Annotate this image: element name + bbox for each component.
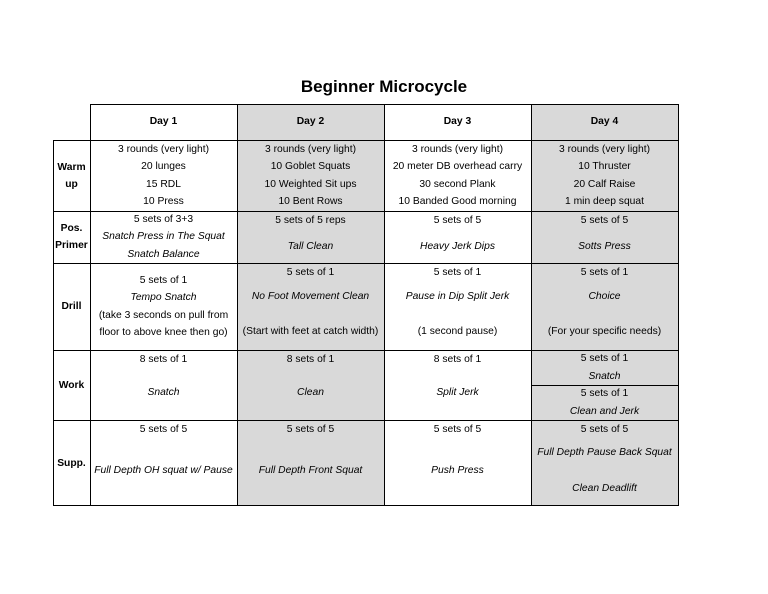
cell-line: 5 sets of 3+3 [133, 214, 194, 226]
cell-line: 3 rounds (very light) [412, 143, 503, 155]
cell-line: Snatch [147, 387, 180, 399]
cell-line: 15 RDL [146, 178, 181, 190]
cell-line: 10 Press [143, 195, 184, 207]
cell-line: 5 sets of 1 [286, 267, 335, 278]
row-label-line: Warm [57, 161, 86, 173]
cell-line: 5 sets of 1 [139, 274, 188, 286]
cell-line: (1 second pause) [417, 325, 498, 337]
cell-line: Push Press [431, 465, 484, 477]
cell-line: 5 sets of 5 [433, 424, 482, 435]
cell-line: 5 sets of 5 [433, 215, 482, 226]
cell-line: 5 sets of 5 [139, 424, 188, 435]
cell-line: 20 lunges [141, 161, 186, 173]
header-day-4: Day 4 [590, 116, 619, 128]
header-day-3: Day 3 [443, 116, 472, 128]
supp-day-1 [90, 420, 237, 506]
cell-line: 5 sets of 5 [286, 424, 335, 435]
cell-line: 5 sets of 5 [580, 424, 629, 435]
work-day-2 [237, 350, 384, 420]
cell-line: Pause in Dip Split Jerk [405, 291, 510, 303]
drill-day-2 [237, 263, 384, 350]
cell-line: 10 Bent Rows [278, 195, 343, 207]
cell-line: 5 sets of 1 [580, 388, 629, 400]
grid-line [678, 104, 679, 506]
row-label-work [53, 350, 90, 420]
cell-line: 8 sets of 1 [433, 354, 482, 365]
cell-line: Clean Deadlift [572, 482, 637, 494]
grid-line [53, 140, 679, 141]
cell-line: Full Depth OH squat w/ Pause [94, 465, 233, 477]
grid-line [53, 350, 679, 351]
row-label-line: Work [58, 379, 85, 391]
row-label-pos-primer [53, 211, 90, 263]
warm-up-day-2 [237, 140, 384, 211]
pos-primer-day-1 [90, 211, 237, 263]
warm-up-day-1 [90, 140, 237, 211]
pos-primer-day-2 [237, 211, 384, 263]
cell-line: 10 Goblet Squats [270, 161, 351, 173]
drill-day-4 [531, 263, 678, 350]
cell-line: Snatch [588, 370, 621, 382]
grid-line [384, 104, 385, 506]
warm-up-day-3 [384, 140, 531, 211]
header-day-2: Day 2 [296, 116, 325, 128]
cell-line: Heavy Jerk Dips [420, 240, 495, 252]
supp-day-4 [531, 420, 678, 506]
work-day-4-bottom [531, 385, 678, 420]
cell-line: Clean [297, 387, 324, 399]
cell-line: (Start with feet at catch width) [242, 325, 379, 337]
warm-up-day-4 [531, 140, 678, 211]
grid-line [531, 385, 679, 386]
cell-line: Full Depth Pause Back Squat [537, 447, 672, 459]
cell-line: 5 sets of 5 [580, 215, 629, 226]
cell-line: Tempo Snatch [130, 292, 197, 304]
row-label-line: Primer [55, 240, 88, 251]
work-day-3 [384, 350, 531, 420]
cell-line: 3 rounds (very light) [265, 143, 356, 155]
work-day-1 [90, 350, 237, 420]
cell-line: No Foot Movement Clean [251, 291, 370, 303]
cell-line: 1 min deep squat [565, 195, 644, 207]
grid-line [53, 140, 54, 506]
supp-day-3 [384, 420, 531, 506]
cell-line: Snatch Balance [127, 248, 200, 260]
work-day-4-top [531, 350, 678, 385]
drill-day-1 [90, 263, 237, 350]
row-label-line: up [65, 178, 78, 190]
cell-line: 5 sets of 1 [580, 267, 629, 278]
cell-line: 3 rounds (very light) [118, 143, 209, 155]
cell-line: floor to above knee then go) [99, 326, 228, 338]
cell-line: Split Jerk [436, 387, 479, 399]
grid-line [531, 104, 532, 506]
drill-day-3 [384, 263, 531, 350]
row-label-line: Drill [61, 301, 82, 312]
cell-line: 10 Thruster [578, 161, 631, 173]
cell-line: Full Depth Front Squat [258, 465, 363, 477]
cell-line: (take 3 seconds on pull from [98, 309, 229, 321]
cell-line: 10 Banded Good morning [398, 195, 517, 207]
row-label-drill [53, 263, 90, 350]
grid-line [237, 104, 238, 506]
cell-line: 5 sets of 1 [433, 267, 482, 278]
cell-line: 5 sets of 5 reps [275, 215, 346, 226]
cell-line: 8 sets of 1 [139, 354, 188, 365]
cell-line: (For your specific needs) [547, 325, 662, 337]
page-title: Beginner Microcycle [300, 77, 468, 96]
cell-line: 10 Weighted Sit ups [264, 178, 357, 190]
cell-line: Snatch Press in The Squat [102, 231, 225, 243]
cell-line: Sotts Press [578, 240, 631, 252]
supp-day-2 [237, 420, 384, 506]
row-label-line: Supp. [57, 457, 86, 469]
header-day-1: Day 1 [149, 116, 178, 128]
cell-line: 20 Calf Raise [573, 178, 636, 190]
row-label-supp [53, 420, 90, 506]
grid-line [53, 211, 679, 212]
grid-line [53, 420, 679, 421]
pos-primer-day-3 [384, 211, 531, 263]
row-label-line: Pos. [60, 223, 83, 234]
cell-line: 3 rounds (very light) [559, 143, 650, 155]
row-label-warm-up [53, 140, 90, 211]
cell-line: 5 sets of 1 [580, 353, 629, 365]
cell-line: Clean and Jerk [569, 405, 640, 417]
pos-primer-day-4 [531, 211, 678, 263]
cell-line: Tall Clean [287, 240, 334, 252]
cell-line: Choice [588, 291, 621, 303]
cell-line: 30 second Plank [419, 178, 496, 190]
cell-line: 20 meter DB overhead carry [392, 161, 523, 173]
cell-line: 8 sets of 1 [286, 354, 335, 365]
grid-line [53, 505, 679, 506]
grid-line [90, 104, 91, 506]
grid-line [53, 263, 679, 264]
